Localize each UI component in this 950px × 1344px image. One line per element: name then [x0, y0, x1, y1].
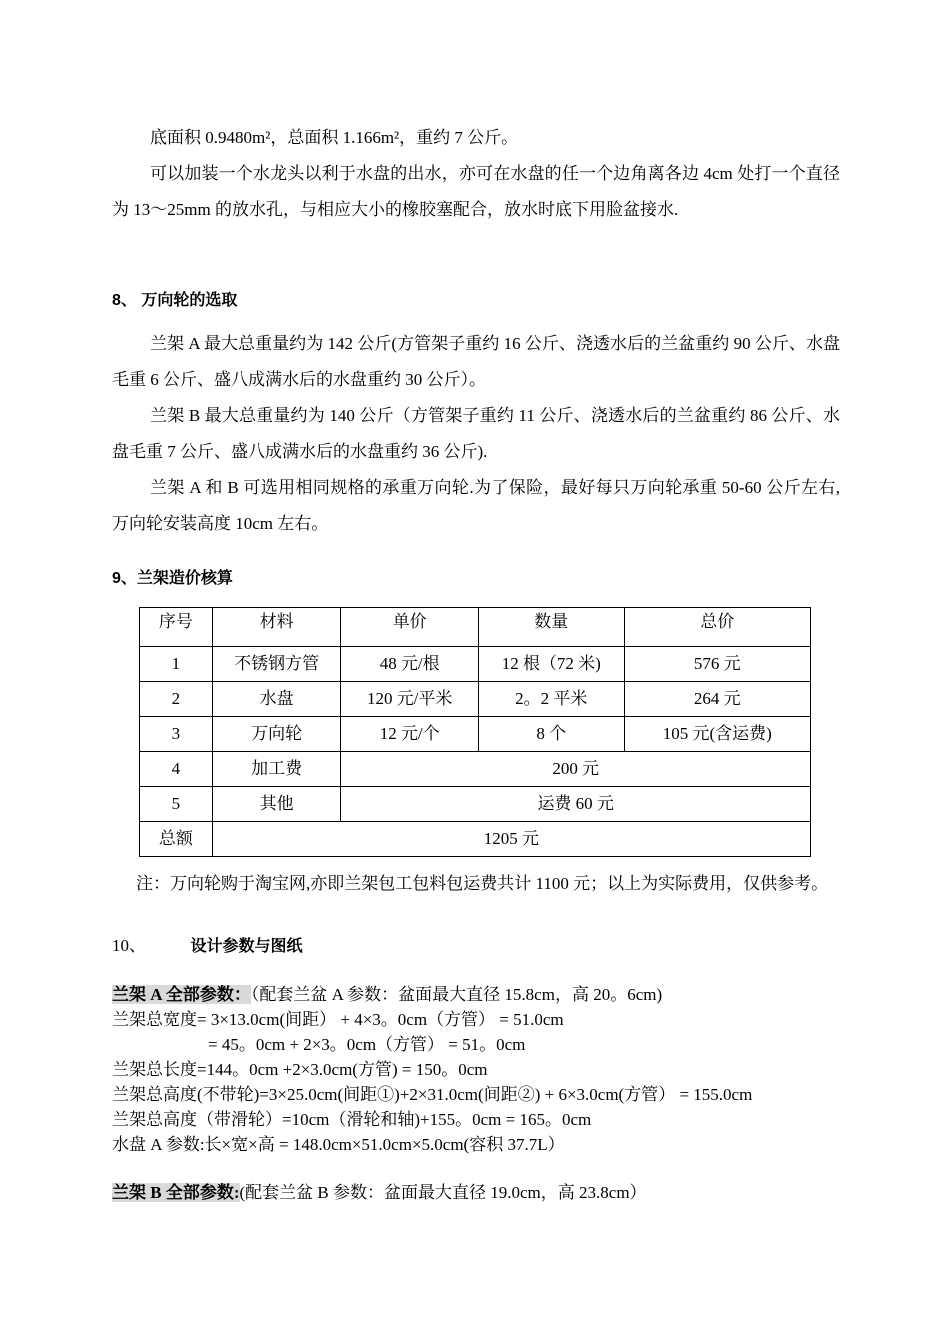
rack-a-width-line: 兰架总宽度= 3×13.0cm(间距） + 4×3。0cm（方管） = 51.0cm [112, 1010, 564, 1029]
table-header-row [140, 608, 811, 647]
section-9-heading: 9、兰架造价核算 [112, 570, 233, 587]
rack-b-params-heading [112, 1180, 647, 1205]
cost-note: 注：万向轮购于淘宝网,亦即兰架包工包料包运费共计 1100 元；以上为实际费用，仅供参考。 [136, 874, 829, 893]
table-cell: 12 元/个 [341, 717, 479, 752]
table-cell: 其他 [212, 787, 341, 822]
table-cell: 1205 元 [212, 822, 810, 857]
header-cell: 单价 [341, 608, 479, 647]
rack-a-height-line: 兰架总高度(不带轮)=3×25.0cm(间距①)+2×31.0cm(间距②) + 6×3.0cm(方管） = 155.0cm [112, 1085, 753, 1104]
caster-spec-paragraph: 兰架 A 和 B 可选用相同规格的承重万向轮.为了保险，最好每只万向轮承重 50-60 公斤左右,万向轮安装高度 10cm 左右。 [112, 478, 840, 533]
table-cell: 总额 [140, 822, 213, 857]
section-10-title: 设计参数与图纸 [190, 938, 303, 955]
table-total-row [140, 822, 811, 857]
table-cell: 264 元 [624, 682, 810, 717]
rack-a-params-label: 兰架 A 全部参数： [112, 985, 251, 1004]
cost-table [139, 607, 811, 857]
table-cell: 120 元/平米 [341, 682, 479, 717]
table-cell: 48 元/根 [341, 647, 479, 682]
header-cell: 序号 [140, 608, 213, 647]
section-10-heading [112, 933, 303, 959]
section-10-number: 10、 [112, 936, 146, 955]
section-8-heading: 8、 万向轮的选取 [112, 292, 238, 309]
table-row [140, 717, 811, 752]
tray-a-params-line: 水盘 A 参数:长×宽×高 = 148.0cm×51.0cm×5.0cm(容积 37.7L） [112, 1135, 565, 1154]
table-cell: 2。2 平米 [478, 682, 624, 717]
table-cell: 8 个 [478, 717, 624, 752]
table-row [140, 787, 811, 822]
table-cell: 105 元(含运费) [624, 717, 810, 752]
header-cell: 数量 [478, 608, 624, 647]
table-cell: 4 [140, 752, 213, 787]
header-cell: 材料 [212, 608, 341, 647]
table-cell: 5 [140, 787, 213, 822]
table-cell: 576 元 [624, 647, 810, 682]
faucet-paragraph: 可以加装一个水龙头以利于水盘的出水，亦可在水盘的任一个边角离各边 4cm 处打一个直径为 13～25mm 的放水孔，与相应大小的橡胶塞配合，放水时底下用脸盆接水. [112, 164, 840, 219]
rack-a-pot-params: （配套兰盆 A 参数：盆面最大直径 15.8cm，高 20。6cm) [250, 985, 663, 1004]
rack-b-weight-paragraph: 兰架 B 最大总重量约为 140 公斤（方管架子重约 11 公斤、浇透水后的兰盆重约 86 公斤、水盘毛重 7 公斤、盛八成满水后的水盘重约 36 公斤). [112, 406, 840, 461]
rack-a-params-heading [112, 982, 662, 1007]
rack-b-params-label: 兰架 B 全部参数: [112, 1183, 240, 1202]
table-cell: 加工费 [212, 752, 341, 787]
rack-a-weight-paragraph: 兰架 A 最大总重量约为 142 公斤(方管架子重约 16 公斤、浇透水后的兰盆重约 90 公斤、水盘毛重 6 公斤、盛八成满水后的水盘重约 30 公斤）。 [112, 334, 840, 389]
table-cell: 2 [140, 682, 213, 717]
table-cell: 3 [140, 717, 213, 752]
table-row [140, 647, 811, 682]
table-cell: 不锈钢方管 [212, 647, 341, 682]
table-row [140, 682, 811, 717]
table-cell: 200 元 [341, 752, 811, 787]
rack-b-pot-params: (配套兰盆 B 参数：盆面最大直径 19.0cm，高 23.8cm） [239, 1183, 647, 1202]
table-row [140, 752, 811, 787]
rack-a-width-alt-line: = 45。0cm + 2×3。0cm（方管） = 51。0cm [208, 1035, 526, 1054]
area-text: 底面积 0.9480m²，总面积 1.166m²，重约 7 公斤。 [150, 128, 519, 147]
rack-a-height-wheels-line: 兰架总高度（带滑轮）=10cm（滑轮和轴)+155。0cm = 165。0cm [112, 1110, 592, 1129]
area-paragraph [112, 120, 840, 156]
table-cell: 运费 60 元 [341, 787, 811, 822]
table-cell: 1 [140, 647, 213, 682]
table-cell: 12 根（72 米) [478, 647, 624, 682]
rack-a-length-line: 兰架总长度=144。0cm +2×3.0cm(方管) = 150。0cm [112, 1060, 488, 1079]
table-cell: 万向轮 [212, 717, 341, 752]
table-cell: 水盘 [212, 682, 341, 717]
header-cell: 总价 [624, 608, 810, 647]
